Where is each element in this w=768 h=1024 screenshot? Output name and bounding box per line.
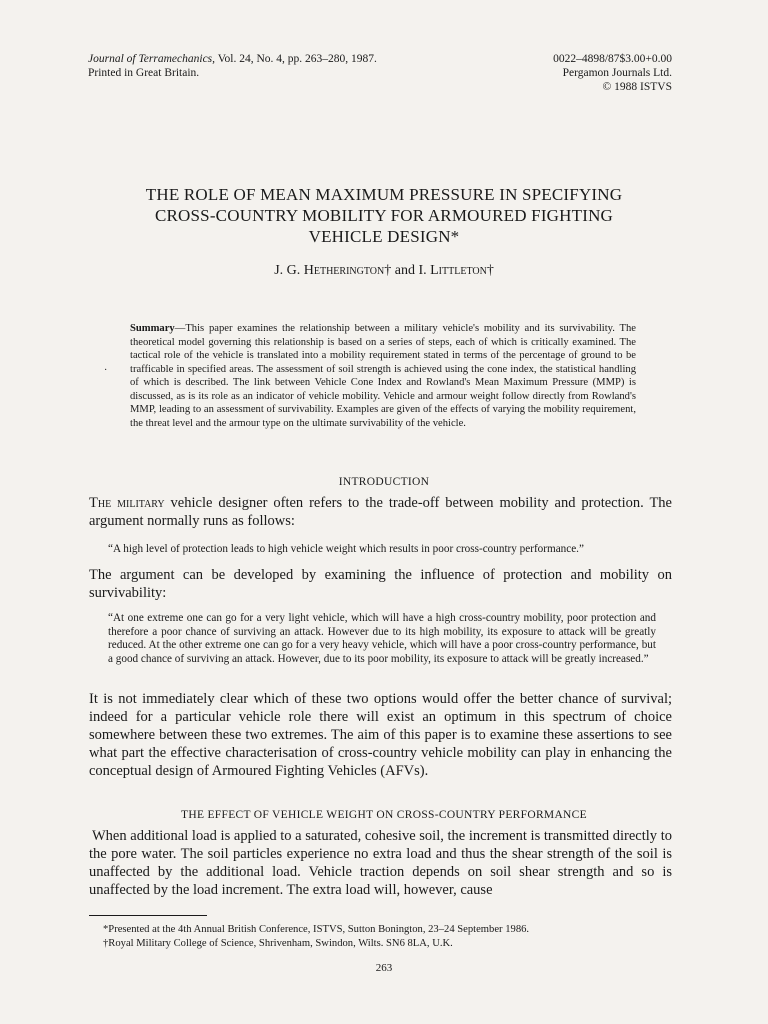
title-line-1: THE ROLE OF MEAN MAXIMUM PRESSURE IN SPECIFYING [145, 185, 623, 204]
publisher-name: Pergamon Journals Ltd. [562, 67, 672, 79]
footnote-1: *Presented at the 4th Annual British Conference, ISTVS, Sutton Bonington, 23–24 September 1986. [103, 924, 530, 935]
page-number: 263 [375, 962, 393, 974]
price-code: 0022–4898/87$3.00+0.00 [553, 53, 672, 65]
journal-name: Journal of Terramechanics, [88, 53, 216, 65]
author-2-affil-mark: † [486, 263, 494, 278]
journal-citation [88, 52, 377, 80]
quote-2: “At one extreme one can go for a very light vehicle, which will have a high cross-country mobility, poor protection and therefore a poor chance of surviving an attack. However due to its high mobility, its exposure to attack will be greatly reduced. At the other extreme one can go for a very heavy vehicle, which will have a poor cross-country performance, but a good chance of surviving an attack. However, due to its poor mobility, its exposure to attack will be greatly increased.” [108, 612, 656, 665]
margin-dot: · [104, 365, 108, 376]
printed-note: Printed in Great Britain. [88, 67, 200, 79]
copyright-line: © 1988 ISTVS [602, 81, 672, 93]
title-line-2: CROSS-COUNTRY MOBILITY FOR ARMOURED FIGHTING [154, 206, 614, 225]
author-2-name: Littleton [430, 263, 487, 278]
publisher-block [553, 52, 672, 94]
abstract-lead: Summary [130, 323, 175, 334]
author-1-name: Hetherington [303, 263, 385, 278]
author-2-initials: I. [418, 263, 431, 278]
author-line [0, 263, 768, 279]
abstract [130, 322, 636, 430]
effect-paragraph-1: When additional load is applied to a saturated, cohesive soil, the increment is transmitted directly to the pore water. The soil particles experience no extra load and thus the shear strength of the soil is unaffected by the additional load. Vehicle traction depends on soil shear strength and so is unaffected by the load increment. The extra load will, however, cause [89, 828, 672, 898]
intro-paragraph-1-text: vehicle designer often refers to the trade-off between mobility and protection. The argument normally runs as follows: [89, 495, 672, 529]
effect-section-heading: THE EFFECT OF VEHICLE WEIGHT ON CROSS-COUNTRY PERFORMANCE [181, 809, 587, 821]
citation-details: Vol. 24, No. 4, pp. 263–280, 1987. [215, 53, 377, 65]
footnote-divider [89, 915, 207, 916]
paper-title [60, 184, 708, 247]
author-1-affil-mark: † [384, 263, 392, 278]
intro-paragraph-3: It is not immediately clear which of these two options would offer the better chance of survival; indeed for a particular vehicle role there will exist an optimum in this spectrum of choice somewhere between these two extremes. The aim of this paper is to examine these assertions to see what part the effective characterisation of cross-country vehicle mobility can play in enhancing the conceptual design of Armoured Fighting Vehicles (AFVs). [89, 691, 672, 779]
author-1-initials: J. G. [274, 263, 304, 278]
author-conjunction: and [391, 263, 419, 278]
quote-1: “A high level of protection leads to high vehicle weight which results in poor cross-country performance.” [108, 543, 584, 555]
footnote-2: †Royal Military College of Science, Shrivenham, Swindon, Wilts. SN6 8LA, U.K. [103, 937, 453, 949]
title-line-3: VEHICLE DESIGN* [308, 227, 460, 246]
footnotes [103, 923, 663, 950]
introduction-heading: INTRODUCTION [338, 476, 430, 488]
intro-opening-caps: The military [89, 495, 165, 511]
intro-paragraph-2: The argument can be developed by examining the influence of protection and mobility on survivability: [89, 567, 672, 601]
intro-paragraph-1 [89, 494, 672, 530]
abstract-text: —This paper examines the relationship between a military vehicle's mobility and its survivability. The theoretical model governing this relationship is based on a series of steps, each of which is critically examined. The tactical role of the vehicle is translated into a mobility requirement stated in terms of the percentage of ground to be trafficable in specified areas. The assessment of soil strength is achieved using the cone index, the statistical handling of which is described. The link between Vehicle Cone Index and Rowland's Mean Maximum Pressure (MMP) is discussed, as is its role as an indicator of vehicle mobility. Vehicle and armour weight follow directly from Rowland's MMP, leading to an assessment of survivability. Examples are given of the effects of varying the mobility requirement, the threat level and the armour type on the ultimate survivability of the vehicle. [130, 323, 636, 429]
